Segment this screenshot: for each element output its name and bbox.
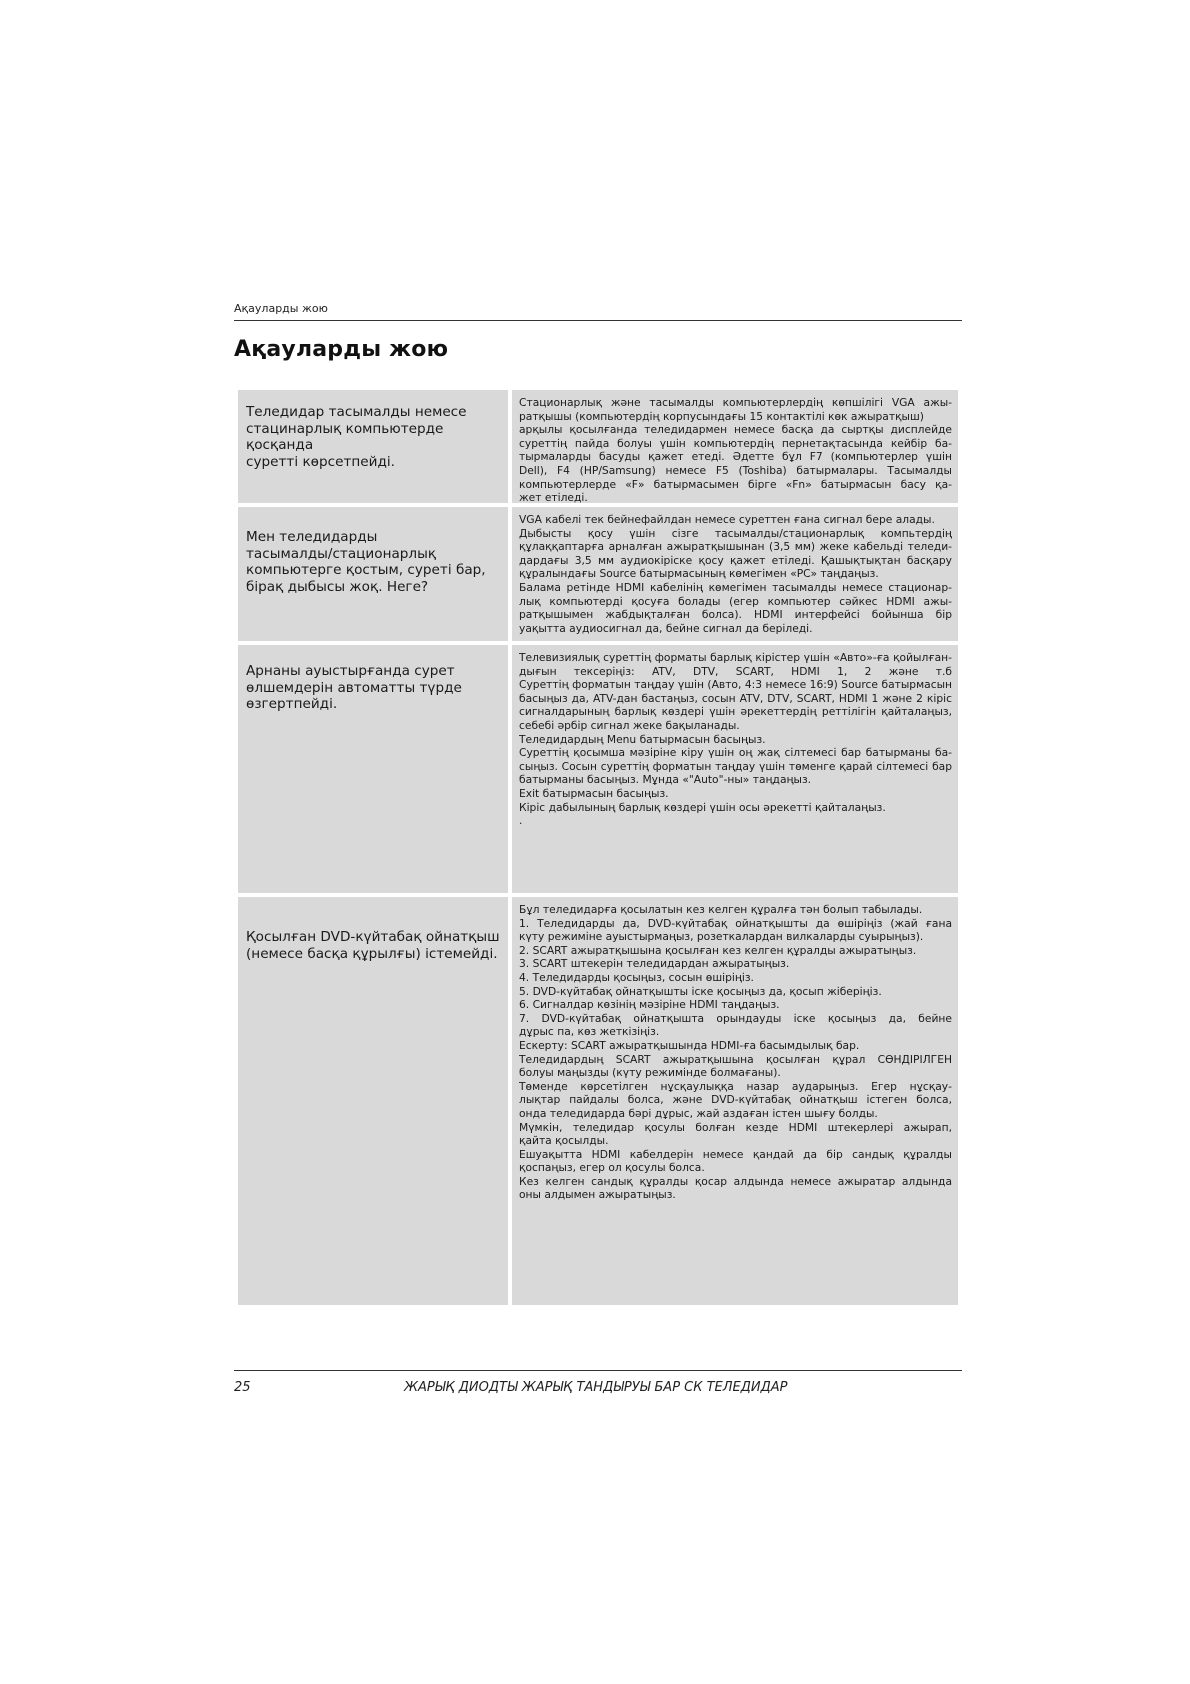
solution-text-line: Мүмкін, теледидар қосулы болған кезде HDMI штекерлері ажырап, (519, 1120, 952, 1134)
problem-cell (238, 390, 508, 503)
solution-text-line: тырмаларды басуды қажет етеді. Әдетте бұл F7 (компьютерлер үшін (519, 450, 952, 464)
solution-text-line: Теледидардың Menu батырмасын басыңыз. (519, 732, 766, 746)
solution-text-line: 7. DVD-күйтабақ ойнатқышта орындауды іске қосыңыз да, бейне (519, 1011, 952, 1025)
problem-text-line: тасымалды/стационарлық (246, 545, 437, 562)
solution-text-line: батырманы басыңыз. Мұнда «"Auto"-ны» таңдаңыз. (519, 773, 812, 787)
solution-text-line: Балама ретінде HDMI кабелінің көмегімен тасымалды немесе стационар- (519, 580, 952, 594)
solution-text-line: Ескерту: SCART ажыратқышында HDMI-ға басымдылық бар. (519, 1038, 860, 1052)
problem-text-line: суретті көрсетпейді. (246, 453, 395, 470)
problem-text-line: Арнаны ауыстырғанда сурет (246, 663, 455, 679)
solution-text-line: 3. SCART штекерін теледидардан ажыратыңыз. (519, 957, 790, 971)
solution-text-line: Ешуақытта HDMI кабелдерін немесе қандай да бір сандық құралды (519, 1147, 952, 1161)
problem-text-line: стацинарлық компьютерде қосқанда (246, 420, 444, 453)
solution-text-line: Телевизиялық суреттің форматы барлық кірістер үшін «Авто»-ға қойылған- (519, 651, 952, 664)
solution-text-line: 6. Сигналдар көзінің мәзіріне HDMI таңдаңыз. (519, 998, 780, 1012)
solution-text-line: дығын тексеріңіз: ATV, DTV, SCART, HDMI 1, 2 және т.б (519, 664, 952, 678)
problem-cell (238, 897, 508, 1305)
solution-text-line: суреттің пайда болуы үшін компьютердің пернетақтасында кейбір ба- (519, 436, 952, 450)
solution-text-line: ратқышы (компьютердің корпусындағы 15 контактілі көк ажыратқыш) (519, 409, 924, 423)
problem-text-line: өлшемдерін автоматты түрде (246, 679, 462, 696)
solution-text-line: 2. SCART ажыратқышына қосылған кез келген құралды ажыратыңыз. (519, 943, 917, 957)
footer-title: ЖАРЫҚ ДИОДТЫ ЖАРЫҚ ТАНДЫРУЫ БАР СК ТЕЛЕДИДАР (404, 1380, 788, 1395)
solution-text-line: Бұл теледидарға қосылатын кез келген құралға тән болып табылады. (519, 903, 923, 916)
solution-text-line: 4. Теледидарды қосыңыз, сосын өшіріңіз. (519, 970, 754, 984)
table-row (238, 507, 962, 641)
solution-text-line: Dell), F4 (HP/Samsung) немесе F5 (Toshiba) батырмалары. Тасымалды (519, 463, 952, 477)
page-number: 25 (234, 1380, 251, 1395)
solution-text-line: Exit батырмасын басыңыз. (519, 786, 669, 800)
problem-cell (238, 645, 508, 893)
solution-text-line: оны алдымен ажыратыңыз. (519, 1188, 676, 1202)
solution-text-line: күту режиміне ауыстырмаңыз, розеткалардан вилкаларды суырыңыз). (519, 930, 924, 944)
solution-text-line: Суреттің қосымша мәзіріне кіру үшін оң жақ сілтемесі бар батырманы ба- (519, 746, 952, 760)
solution-text-line: лық компьютерді қосуға болады (егер компьютер сәйкес HDMI ажы- (519, 594, 952, 608)
solution-text-line: арқылы қосылғанда теледидармен немесе басқа да сыртқы дисплейде (519, 423, 952, 437)
solution-cell (512, 645, 958, 893)
solution-text-line: дұрыс па, көз жеткізіңіз. (519, 1025, 660, 1039)
solution-text-line: Кіріс дабылының барлық көздері үшін осы әрекетті қайталаңыз. (519, 800, 886, 814)
solution-text-line: онда теледидарда бәрі дұрыс, жай аздаған істен шығу болды. (519, 1106, 878, 1120)
solution-text-line: қайта қосылды. (519, 1134, 609, 1148)
solution-text-line: Дыбысты қосу үшін сізге тасымалды/стационарлық компьтердің (519, 526, 952, 540)
solution-text-line: Стационарлық және тасымалды компьютерлердің көпшілігі VGA ажы- (519, 396, 952, 409)
solution-text-line: жет етіледі. (519, 491, 588, 505)
footer-divider (234, 1370, 962, 1371)
solution-text-line: ратқышымен жабдықталған болса). HDMI интерфейсі бойынша бір (519, 608, 952, 622)
solution-cell (512, 507, 958, 641)
problem-text-line: Қосылған DVD-күйтабақ ойнатқыш (246, 929, 500, 945)
problem-text-line: бірақ дыбысы жоқ. Неге? (246, 578, 429, 595)
problem-text-line: өзгертпейді. (246, 696, 338, 712)
solution-text-line: компьютерлерде «F» батырмасымен бірге «Fn» батырмасын басу қа- (519, 477, 952, 491)
solution-text-line: себебі әрбір сигнал жеке бақыланады. (519, 718, 740, 732)
solution-text-line: сыңыз. Сосын суреттің форматын таңдау үшін төменге қарай сілтемесі бар (519, 759, 952, 773)
solution-text-line: Суреттің форматын таңдау үшін (Авто, 4:3 немесе 16:9) Source батырмасын (519, 678, 952, 692)
solution-text-line: құралындағы Source батырмасының көмегімен «PC» таңдаңыз. (519, 567, 879, 581)
problem-text-line: (немесе басқа құрылғы) істемейді. (246, 945, 498, 962)
solution-text-line: Кез келген сандық құралды қосар алдында немесе ажыратар алдында (519, 1174, 952, 1188)
solution-text-line: құлаққаптарға арналған ажыратқышынан (3,5 мм) жеке кабельді теледи- (519, 540, 952, 554)
solution-text-line: уақытта аудиосигнал да, бейне сигнал да беріледі. (519, 621, 813, 635)
solution-text-line: VGA кабелі тек бейнефайлдан немесе суреттен ғана сигнал бере алады. (519, 513, 935, 526)
solution-text-line: болуы маңызды (күту режимінде болмағаны). (519, 1066, 781, 1080)
solution-text-line: 1. Теледидарды да, DVD-күйтабақ ойнатқышты да өшіріңіз (жай ғана (519, 916, 952, 930)
table-row (238, 645, 962, 893)
problem-text-line: Мен теледидарды (246, 529, 378, 545)
solution-text-line: қоспаңыз, егер ол қосулы болса. (519, 1161, 705, 1175)
troubleshooting-table (238, 390, 962, 1309)
table-row (238, 897, 962, 1305)
solution-text-line: басыңыз да, ATV-дан бастаңыз, сосын ATV, DTV, SCART, HDMI 1 және 2 кіріс (519, 691, 952, 705)
table-row (238, 390, 962, 503)
problem-text-line: Теледидар тасымалды немесе (246, 404, 467, 420)
solution-text-line: сигналдарының барлық көздері үшін әрекеттердің реттілігін қайталаңыз, (519, 705, 952, 719)
solution-cell (512, 390, 958, 503)
header-divider (234, 320, 962, 321)
problem-cell (238, 507, 508, 641)
solution-text-line: лықтар пайдалы болса, және DVD-күйтабақ ойнатқыш істеген болса, (519, 1093, 952, 1107)
problem-text-line: компьютерге қостым, суреті бар, (246, 562, 486, 578)
solution-text-line: . (519, 814, 523, 828)
solution-text-line: Төменде көрсетілген нұсқаулыққа назар аударыңыз. Егер нұсқау- (519, 1079, 952, 1093)
solution-text-line: дардағы 3,5 мм аудиокіріске қосу қажет етіледі. Қашықтықтан басқару (519, 553, 952, 567)
solution-text-line: Теледидардың SCART ажыратқышына қосылған құрал СӨНДІРІЛГЕН (519, 1052, 952, 1066)
solution-cell (512, 897, 958, 1305)
running-header: Ақауларды жою (234, 302, 328, 315)
solution-text-line: 5. DVD-күйтабақ ойнатқышты іске қосыңыз да, қосып жіберіңіз. (519, 984, 882, 998)
page-title: Ақауларды жою (234, 337, 449, 362)
